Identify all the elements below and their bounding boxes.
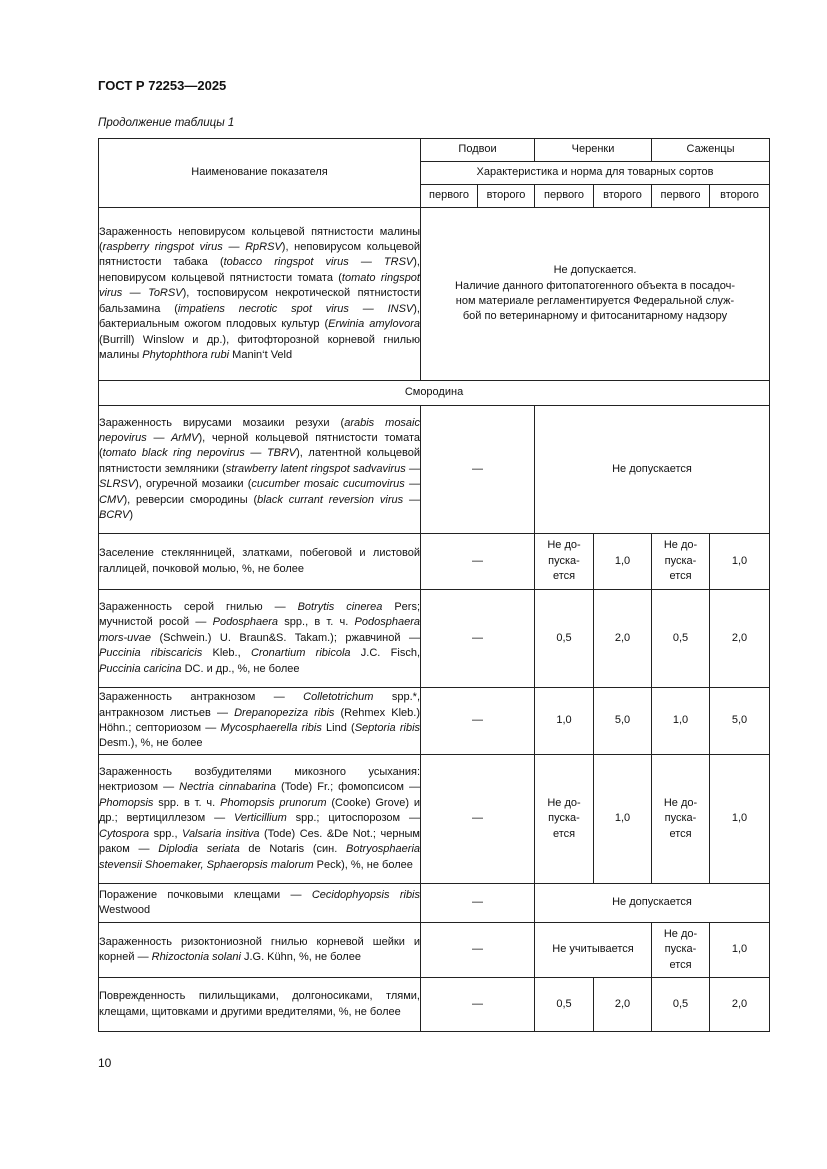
cell-value: 0,5 (535, 978, 594, 1032)
cell-value: 1,0 (710, 923, 770, 978)
cell-not-allowed (535, 534, 594, 590)
na-line: ется (669, 827, 692, 840)
cell-not-allowed (535, 755, 594, 884)
cell-value: 5,0 (594, 688, 652, 755)
cell-not-counted: Не учитывается (535, 923, 652, 978)
cell-value: 1,0 (652, 688, 710, 755)
cell-dash: — (421, 755, 535, 884)
note-line: бой по ветеринарному и фитосанитарному надзору (462, 310, 728, 323)
cell-value: 0,5 (535, 590, 594, 688)
indicator-description: Зараженность серой гнилью — Botrytis cinerea Pers; мучнистой росой — Podosphaera spp., в т. ч. Podosphaera mors-uvae (Schwein.) U. Braun&S. Takam.); ржавчиной — Puccinia ribiscaricis Kleb., Cronartium ribicola J.C. Fisch, Puccinia caricina DC. и др., %, не более (99, 590, 421, 688)
header-group-rootstock: Подвои (421, 139, 535, 162)
cell-dash: — (421, 590, 535, 688)
cell-not-allowed: Не допускается (535, 406, 770, 534)
na-line: пуска- (664, 943, 697, 956)
cell-not-allowed (652, 923, 710, 978)
cell-dash: — (421, 406, 535, 534)
header-group-seedlings: Саженцы (652, 139, 770, 162)
indicator-description: Зараженность неповирусом кольцевой пятнистости малины (raspberry ringspot virus — RpRSV), неповирусом кольцевой пятнистости табака (tobacco ringspot virus — TRSV), неповирусом кольцевой пятнистости томата (tomato ringspot virus — ToRSV), тосповирусом некротической пятнистости бальзамина (impatiens necrotic spot virus — INSV), бактериальным ожогом плодовых культур (Erwinia amylovora (Burrill) Winslow и др.), фитофторозной корневой гнилью малины Phytophthora rubi Manin‘t Veld (99, 208, 421, 381)
note-line: Не допускается. (553, 264, 637, 277)
table-caption: Продолжение таблицы 1 (98, 117, 235, 129)
header-indicator-name: Наименование показателя (99, 139, 421, 208)
cell-dash: — (421, 923, 535, 978)
page-number: 10 (98, 1056, 112, 1070)
na-line: Не до- (663, 796, 698, 809)
na-line: ется (669, 570, 692, 583)
note-line: ном материале регламентируется Федеральной служ- (455, 295, 735, 307)
na-line: пуска- (548, 554, 580, 567)
cell-dash: — (421, 534, 535, 590)
indicator-description: Поврежденность пилильщиками, долгоносиками, тлями, клещами, щитовками и другими вредителями, %, не более (99, 978, 421, 1032)
header-grade: первого (652, 185, 710, 208)
header-grade: второго (594, 185, 652, 208)
na-line: пуска- (548, 812, 580, 825)
header-grade: первого (535, 185, 594, 208)
cell-value: 1,0 (594, 534, 652, 590)
na-line: Не до- (663, 927, 698, 940)
cell-dash: — (421, 978, 535, 1032)
cell-not-allowed: Не допускается (535, 884, 770, 923)
indicator-description: Поражение почковыми клещами — Cecidophyopsis ribis Westwood (99, 884, 421, 923)
document-id: ГОСТ Р 72253—2025 (98, 78, 227, 93)
indicator-description: Зараженность вирусами мозаики резухи (arabis mosaic nepovirus — ArMV), черной кольцевой пятнистости томата (tomato black ring nepovirus — TBRV), латентной кольцевой пятнистости земляники (strawberry latent ringspot sadvavirus — SLRSV), огуречной мозаики (cucumber mosaic cucumovirus — CMV), реверсии смородины (black currant reversion virus — BCRV) (99, 406, 421, 534)
cell-value: 1,0 (710, 534, 770, 590)
cell-value: 0,5 (652, 978, 710, 1032)
na-line: Не до- (663, 539, 698, 552)
cell-value: 5,0 (710, 688, 770, 755)
cell-value: 1,0 (535, 688, 594, 755)
indicator-description: Заселение стеклянницей, златками, побеговой и листовой галлицей, почковой молью, %, не более (99, 534, 421, 590)
header-characteristic: Характеристика и норма для товарных сортов (421, 162, 770, 185)
indicators-table (98, 138, 770, 1032)
cell-value: 0,5 (652, 590, 710, 688)
na-line: Не до- (547, 796, 581, 809)
na-line: пуска- (664, 554, 697, 567)
cell-not-allowed (652, 534, 710, 590)
indicator-description: Зараженность ризоктониозной гнилью корневой шейки и корней — Rhizoctonia solani J.G. Kühn, %, не более (99, 923, 421, 978)
cell-dash: — (421, 688, 535, 755)
row-norm-note (421, 208, 770, 381)
na-line: ется (669, 958, 692, 971)
cell-value: 2,0 (594, 978, 652, 1032)
na-line: ется (552, 827, 576, 840)
na-line: пуска- (664, 812, 697, 825)
header-grade: второго (478, 185, 535, 208)
na-line: Не до- (547, 539, 581, 552)
header-group-cuttings: Черенки (535, 139, 652, 162)
cell-value: 2,0 (594, 590, 652, 688)
indicator-description: Зараженность возбудителями микозного усыхания: нектриозом — Nectria cinnabarina (Tode) Fr.; фомопсисом — Phomopsis spp. в т. ч. Phomopsis prunorum (Cooke) Grove) и др.; вертициллезом — Verticillium spp.; цитоспорозом — Cytospora spp., Valsaria insitiva (Tode) Ces. &De Not.; черным раком — Diplodia seriata de Notaris (син. Botryosphaeria stevensii Shoemaker, Sphaeropsis malorum Peck), %, не более (99, 755, 421, 884)
cell-value: 1,0 (710, 755, 770, 884)
note-line: Наличие данного фитопатогенного объекта в посадоч- (455, 279, 735, 292)
na-line: ется (552, 570, 576, 583)
header-grade: первого (421, 185, 478, 208)
indicator-description: Зараженность антракнозом — Colletotrichum spp.*, антракнозом листьев — Drepanopeziza ribis (Rehmex Kleb.) Höhn.; септориозом — Mycosphaerella ribis Lind (Septoria ribis Desm.), %, не более (99, 688, 421, 755)
cell-dash: — (421, 884, 535, 923)
cell-value: 2,0 (710, 978, 770, 1032)
cell-value: 2,0 (710, 590, 770, 688)
cell-value: 1,0 (594, 755, 652, 884)
cell-not-allowed (652, 755, 710, 884)
header-grade: второго (710, 185, 770, 208)
section-title: Смородина (99, 381, 770, 406)
